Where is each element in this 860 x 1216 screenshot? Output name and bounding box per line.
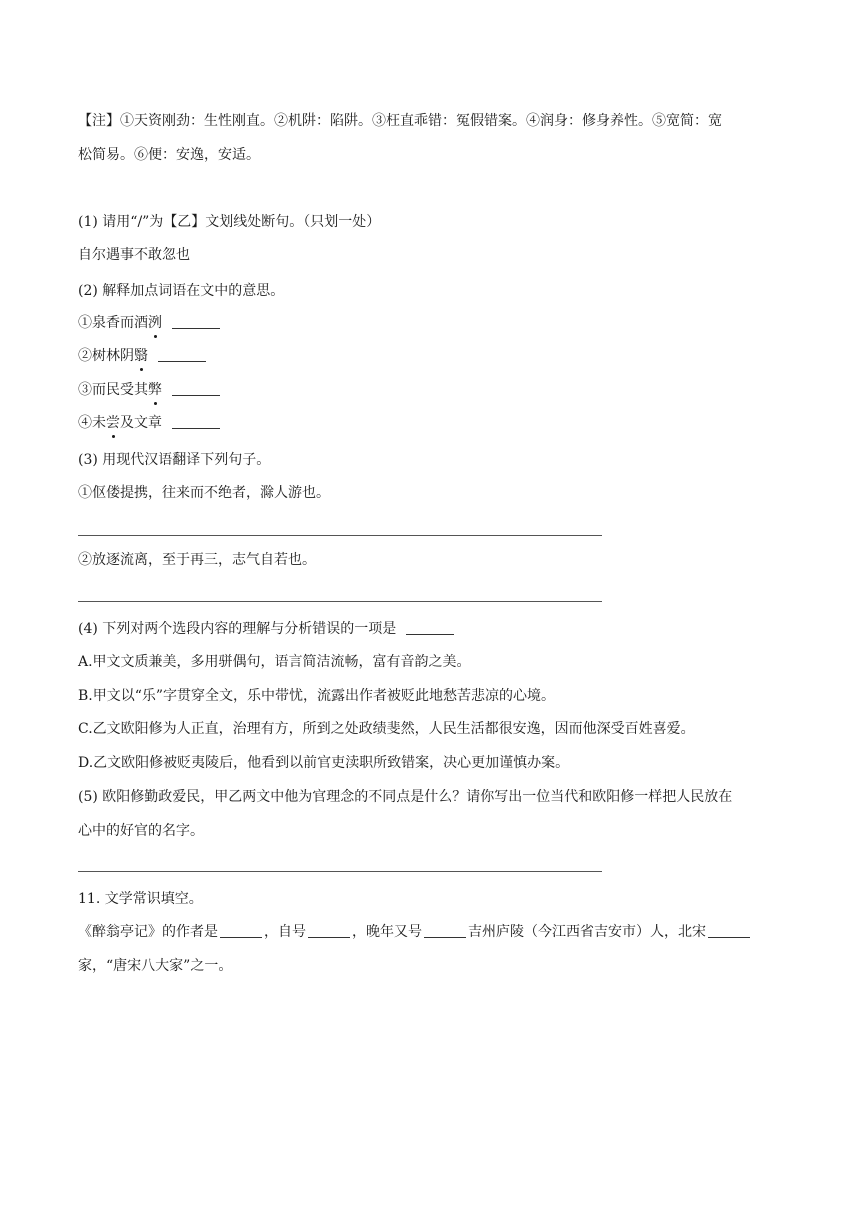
q2-item-3: ③而民受其弊 bbox=[78, 380, 220, 400]
note-line-1: 【注】①天资刚劲：生性刚直。②机阱：陷阱。③枉直乖错：冤假错案。④润身：修身养性。⑤宽简：宽 bbox=[78, 113, 722, 129]
q2-item-1: ①泉香而酒洌 bbox=[78, 313, 220, 333]
answer-blank[interactable] bbox=[220, 923, 262, 938]
q2-item-2: ②树林阴翳 bbox=[78, 346, 206, 366]
q11-line-1: 《醉翁亭记》的作者是 ，自号 ，晚年又号 吉州庐陵（今江西省吉安市）人，北宋 bbox=[78, 922, 752, 942]
q4-option-b: B.甲文以“乐”字贯穿全文，乐中带忧，流露出作者被贬此地愁苦悲凉的心境。 bbox=[78, 688, 556, 704]
q2-prompt: (2) 解释加点词语在文中的意思。 bbox=[78, 283, 285, 299]
dotted-char: 尝 bbox=[106, 415, 120, 431]
answer-line[interactable] bbox=[78, 871, 602, 872]
answer-blank[interactable] bbox=[172, 414, 220, 429]
answer-blank[interactable] bbox=[172, 381, 220, 396]
q4-option-a: A.甲文文质兼美，多用骈偶句，语言简洁流畅，富有音韵之美。 bbox=[78, 654, 471, 670]
dotted-char: 洌 bbox=[148, 315, 162, 331]
q4-prompt: (4) 下列对两个选段内容的理解与分析错误的一项是 bbox=[78, 619, 454, 639]
answer-blank[interactable] bbox=[406, 620, 454, 635]
dotted-char: 弊 bbox=[148, 382, 162, 398]
q3-sentence-2: ②放逐流离，至于再三，志气自若也。 bbox=[78, 552, 316, 568]
dotted-char: 翳 bbox=[134, 348, 148, 364]
answer-blank[interactable] bbox=[308, 923, 350, 938]
q11-line-2: 家，“唐宋八大家”之一。 bbox=[78, 958, 233, 974]
answer-line[interactable] bbox=[78, 535, 602, 536]
q11-title: 11. 文学常识填空。 bbox=[78, 891, 203, 907]
q1-prompt: (1) 请用“/”为【乙】文划线处断句。（只划一处） bbox=[78, 214, 381, 230]
q3-prompt: (3) 用现代汉语翻译下列句子。 bbox=[78, 452, 271, 468]
answer-blank[interactable] bbox=[708, 923, 750, 938]
answer-blank[interactable] bbox=[158, 347, 206, 362]
q4-option-c: C.乙文欧阳修为人正直，治理有方，所到之处政绩斐然，人民生活都很安逸，因而他深受百姓喜爱。 bbox=[78, 721, 695, 737]
q5-line-1: (5) 欧阳修勤政爱民，甲乙两文中他为官理念的不同点是什么？请你写出一位当代和欧阳修一样把人民放在 bbox=[78, 789, 733, 805]
answer-line[interactable] bbox=[78, 601, 602, 602]
q4-option-d: D.乙文欧阳修被贬夷陵后，他看到以前官吏渎职所致错案，决心更加谨慎办案。 bbox=[78, 755, 570, 771]
q3-sentence-1: ①伛偻提携，往来而不绝者，滁人游也。 bbox=[78, 485, 330, 501]
answer-blank[interactable] bbox=[424, 923, 466, 938]
q5-line-2: 心中的好官的名字。 bbox=[78, 823, 204, 839]
q2-item-4: ④未尝及文章 bbox=[78, 413, 220, 433]
note-line-2: 松简易。⑥便：安逸，安适。 bbox=[78, 147, 260, 163]
answer-blank[interactable] bbox=[172, 314, 220, 329]
q1-sentence: 自尔遇事不敢忽也 bbox=[78, 247, 190, 263]
